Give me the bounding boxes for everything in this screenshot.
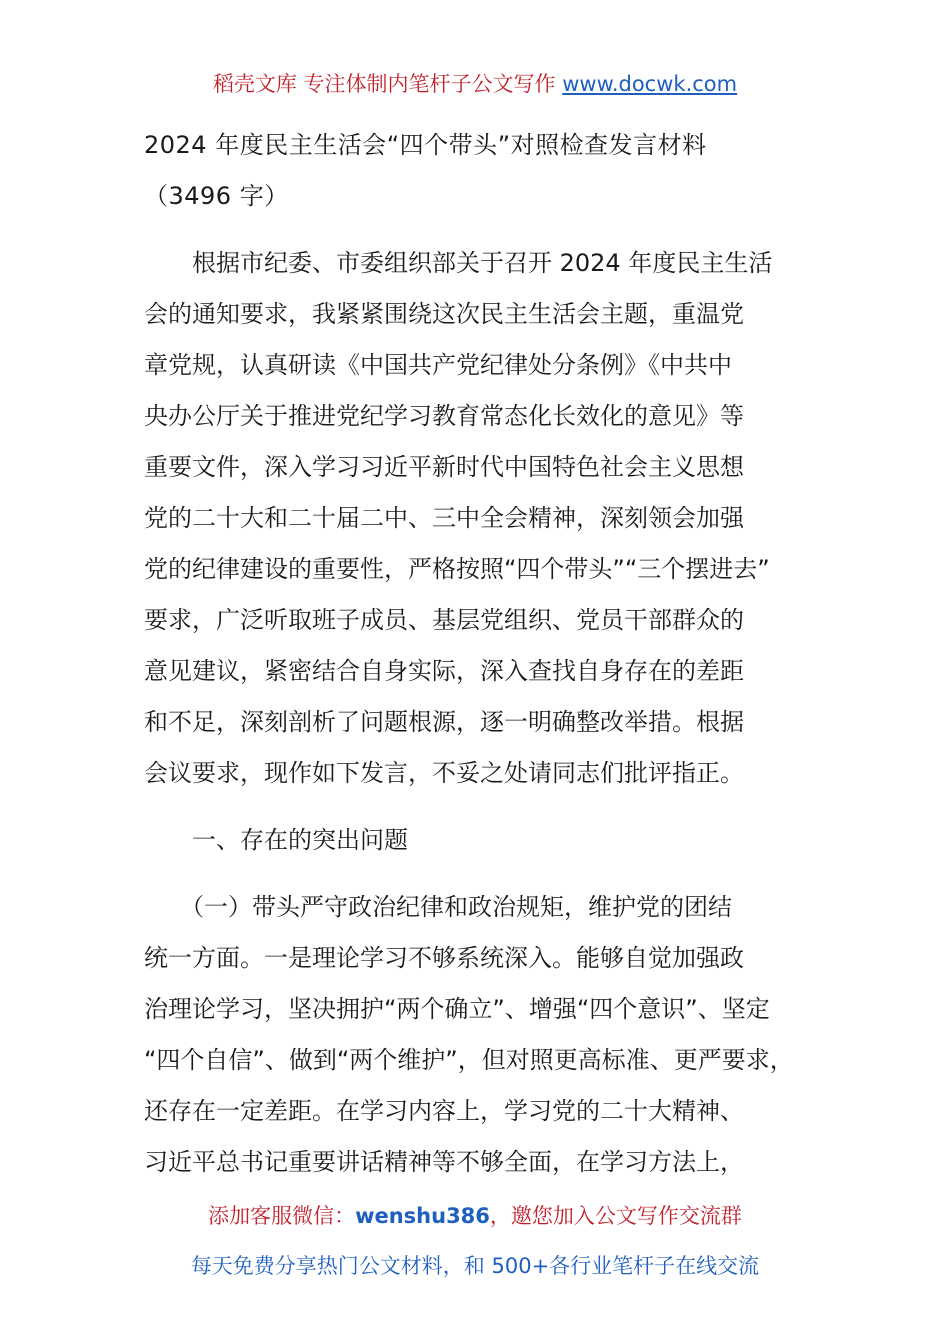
header-website-link[interactable]: www.docwk.com <box>562 72 738 96</box>
paragraph-intro <box>144 238 834 799</box>
document-title-line-2: （3496 字） <box>144 182 289 210</box>
text-line: 治理论学习，坚决拥护“两个确立”、增强“四个意识”、坚定 <box>144 995 770 1023</box>
footer-wechat-id: wenshu386 <box>355 1204 490 1228</box>
text-line: 还存在一定差距。在学习内容上，学习党的二十大精神、 <box>144 1097 744 1125</box>
text-line: 会的通知要求，我紧紧围绕这次民主生活会主题，重温党 <box>144 300 744 328</box>
text-line: 央办公厅关于推进党纪学习教育常态化长效化的意见》等 <box>144 402 744 430</box>
footer-wechat-suffix: ，邀您加入公文写作交流群 <box>489 1204 742 1228</box>
document-body <box>144 120 834 1188</box>
document-title-line-1: 2024 年度民主生活会“四个带头”对照检查发言材料 <box>144 131 707 159</box>
footer-share-line: 每天免费分享热门公文材料，和 500+各行业笔杆子在线交流 <box>190 1254 760 1278</box>
header-banner <box>0 68 950 100</box>
text-line: 根据市纪委、市委组织部关于召开 2024 年度民主生活 <box>144 249 773 277</box>
text-line: 和不足，深刻剖析了问题根源，逐一明确整改举措。根据 <box>144 708 744 736</box>
text-line: 习近平总书记重要讲话精神等不够全面，在学习方法上， <box>144 1148 744 1176</box>
text-line: 统一方面。一是理论学习不够系统深入。能够自觉加强政 <box>144 944 744 972</box>
footer-wechat-line <box>0 1200 950 1230</box>
text-line: 党的纪律建设的重要性，严格按照“四个带头”“三个摆进去” <box>144 555 770 583</box>
section-heading-1 <box>144 815 834 866</box>
text-line: 章党规，认真研读《中国共产党纪律处分条例》《中共中 <box>144 351 732 379</box>
section-heading-text: 一、存在的突出问题 <box>144 826 408 854</box>
text-line: （一）带头严守政治纪律和政治规矩，维护党的团结 <box>144 893 732 921</box>
text-line: 要求，广泛听取班子成员、基层党组织、党员干部群众的 <box>144 606 744 634</box>
text-line: 会议要求，现作如下发言，不妥之处请同志们批评指正。 <box>144 759 744 787</box>
paragraph-section-1-1 <box>144 882 834 1188</box>
text-line: “四个自信”、做到“两个维护”，但对照更高标准、更严要求， <box>144 1046 794 1074</box>
text-line: 党的二十大和二十届二中、三中全会精神，深刻领会加强 <box>144 504 744 532</box>
header-brand-text: 稻壳文库 专注体制内笔杆子公文写作 <box>212 72 563 96</box>
text-line: 意见建议，紧密结合自身实际，深入查找自身存在的差距 <box>144 657 744 685</box>
footer-wechat-prefix: 添加客服微信： <box>208 1204 356 1228</box>
text-line: 重要文件，深入学习习近平新时代中国特色社会主义思想 <box>144 453 744 481</box>
